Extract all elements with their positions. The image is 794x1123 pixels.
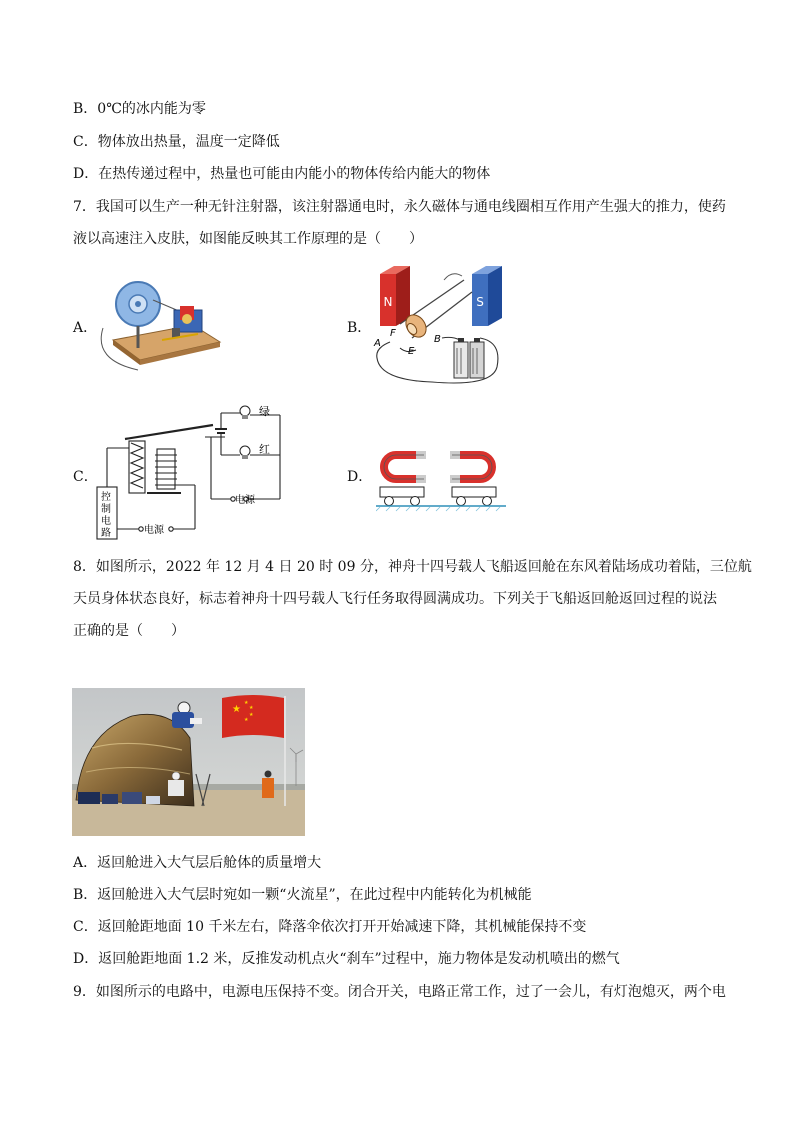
q9-stem-line1: 9．如图所示的电路中，电源电压保持不变。闭合开关，电路正常工作，过了一会儿，有灯泡熄灭，两个电 [73,984,726,1000]
control-circuit-char-3: 电 [101,516,111,527]
left-u-magnet-icon [384,451,426,483]
control-circuit-char-2: 制 [101,504,111,515]
flag-big-star-icon: ★ [232,704,241,715]
power-source-label-1: 电源 [144,525,164,536]
point-b-label: B [434,334,441,345]
q7-figure-c-relay-circuit [95,403,295,543]
q7-label-a: A． [73,320,98,336]
q7-label-d: D． [347,469,373,485]
point-a-label: A [374,338,381,349]
battery-pack-icon [454,338,484,378]
q7-label-b: B． [347,320,372,336]
green-lamp-icon [240,406,250,419]
q8-stem-line1: 8．如图所示，2022 年 12 月 4 日 20 时 09 分，神舟十四号载人飞船返回舱在东风着陆场成功着陆，三位航 [73,559,752,575]
magnet-n-pole [380,266,410,326]
q7-figure-d-magnet-carts [376,447,511,515]
q6-option-c: C．物体放出热量，温度一定降低 [73,134,280,150]
q6-option-d: D．在热传递过程中，热量也可能由内能小的物体传给内能大的物体 [73,166,491,182]
q7-label-c: C． [73,469,98,485]
q7-figure-a-generator-model [98,270,223,380]
wheel-icon [457,497,466,506]
flag-small-star-icon: ★ [244,717,249,723]
wheel-icon [483,497,492,506]
spring-icon [131,443,143,488]
q7-stem-line1: 7．我国可以生产一种无针注射器，该注射器通电时，永久磁体与通电线圈相互作用产生强大的推力，使药 [73,199,726,215]
wheel-icon [385,497,394,506]
control-circuit-char-1: 控 [101,492,111,503]
right-cart-body [452,487,496,497]
pole-s-label: S [476,295,484,309]
left-cart-body [380,487,424,497]
q8-option-b: B．返回舱进入大气层时宛如一颗“火流星”，在此过程中内能转化为机械能 [73,887,532,903]
q8-option-c: C．返回舱距地面 10 千米左右，降落伞依次打开开始减速下降，其机械能保持不变 [73,919,587,935]
control-circuit-char-4: 路 [101,528,111,539]
magnet-s-pole [472,266,502,326]
q6-option-b: B．0℃的冰内能为零 [73,101,206,117]
q8-stem-line3: 正确的是（ ） [73,623,185,639]
q8-stem-line2: 天员身体状态良好，标志着神舟十四号载人飞行任务取得圆满成功。下列关于飞船返回舱返回过程的说法 [73,591,717,607]
lamp-green-label: 绿 [259,405,270,418]
q8-option-a: A．返回舱进入大气层后舱体的质量增大 [73,855,322,871]
flag-small-star-icon: ★ [249,712,254,718]
flag-small-star-icon: ★ [244,700,249,706]
wheel-icon [411,497,420,506]
q8-photo-return-capsule [72,688,305,836]
lamp-red-label: 红 [259,443,270,456]
flag-small-star-icon: ★ [249,705,254,711]
q8-option-d: D．返回舱距地面 1.2 米，反推发动机点火“刹车”过程中，施力物体是发动机喷出的燃气 [73,951,620,967]
q7-figure-b-motor-rails [372,262,514,387]
point-f-label: F [390,328,396,339]
armature-bar [125,425,213,439]
point-e-label: E [408,346,415,357]
q7-stem-line2: 液以高速注入皮肤，如图能反映其工作原理的是（ ） [73,231,423,247]
right-u-magnet-icon [450,451,492,483]
red-lamp-icon [240,446,250,459]
pole-n-label: N [383,295,393,309]
power-source-label-2: 电源 [235,495,255,506]
